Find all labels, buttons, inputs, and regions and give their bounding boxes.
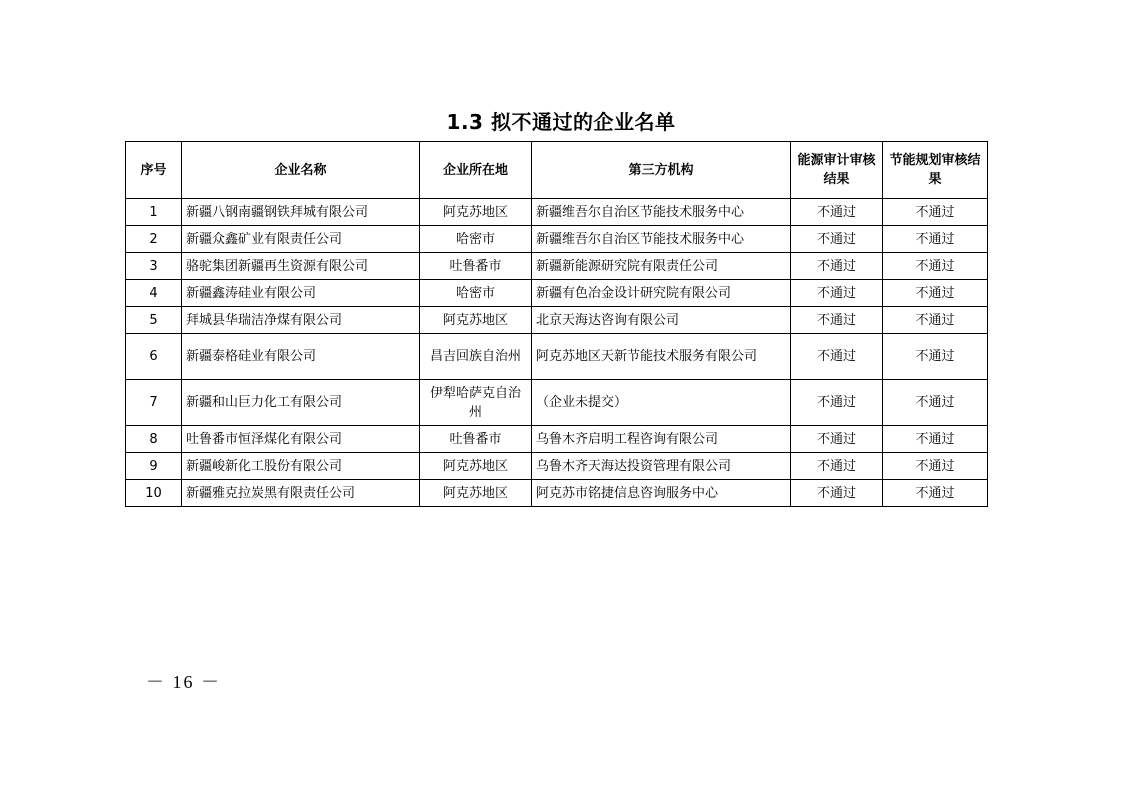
cell-serial-number: 3 xyxy=(126,253,182,280)
cell-audit-result: 不通过 xyxy=(791,380,883,426)
cell-enterprise-location: 阿克苏地区 xyxy=(420,199,532,226)
cell-plan-result: 不通过 xyxy=(883,334,988,380)
cell-plan-result: 不通过 xyxy=(883,226,988,253)
table-header-row xyxy=(126,142,988,199)
cell-third-party-agency: 新疆维吾尔自治区节能技术服务中心 xyxy=(532,199,791,226)
header-third-party-agency: 第三方机构 xyxy=(532,142,791,199)
cell-audit-result: 不通过 xyxy=(791,199,883,226)
cell-enterprise-name: 新疆八钢南疆钢铁拜城有限公司 xyxy=(182,199,420,226)
cell-enterprise-location: 吐鲁番市 xyxy=(420,426,532,453)
header-enterprise-name: 企业名称 xyxy=(182,142,420,199)
cell-enterprise-name: 骆驼集团新疆再生资源有限公司 xyxy=(182,253,420,280)
cell-audit-result: 不通过 xyxy=(791,280,883,307)
rejected-enterprises-table xyxy=(125,141,988,507)
table-row xyxy=(126,453,988,480)
cell-enterprise-location: 阿克苏地区 xyxy=(420,307,532,334)
cell-third-party-agency: （企业未提交） xyxy=(532,380,791,426)
cell-plan-result: 不通过 xyxy=(883,380,988,426)
cell-enterprise-name: 拜城县华瑞洁净煤有限公司 xyxy=(182,307,420,334)
table-row xyxy=(126,334,988,380)
cell-audit-result: 不通过 xyxy=(791,253,883,280)
cell-plan-result: 不通过 xyxy=(883,480,988,507)
cell-plan-result: 不通过 xyxy=(883,280,988,307)
cell-enterprise-location: 伊犁哈萨克自治州 xyxy=(420,380,532,426)
cell-third-party-agency: 乌鲁木齐启明工程咨询有限公司 xyxy=(532,426,791,453)
table-row xyxy=(126,480,988,507)
table-row xyxy=(126,380,988,426)
cell-third-party-agency: 新疆有色冶金设计研究院有限公司 xyxy=(532,280,791,307)
header-energy-plan-result: 节能规划审核结果 xyxy=(883,142,988,199)
cell-third-party-agency: 北京天海达咨询有限公司 xyxy=(532,307,791,334)
cell-serial-number: 9 xyxy=(126,453,182,480)
cell-serial-number: 6 xyxy=(126,334,182,380)
cell-serial-number: 1 xyxy=(126,199,182,226)
cell-enterprise-location: 哈密市 xyxy=(420,226,532,253)
document-title: 1.3 拟不通过的企业名单 xyxy=(446,110,676,134)
cell-third-party-agency: 阿克苏市铭捷信息咨询服务中心 xyxy=(532,480,791,507)
header-enterprise-location: 企业所在地 xyxy=(420,142,532,199)
cell-audit-result: 不通过 xyxy=(791,480,883,507)
cell-enterprise-location: 阿克苏地区 xyxy=(420,480,532,507)
cell-serial-number: 2 xyxy=(126,226,182,253)
cell-audit-result: 不通过 xyxy=(791,453,883,480)
cell-enterprise-location: 昌吉回族自治州 xyxy=(420,334,532,380)
cell-audit-result: 不通过 xyxy=(791,226,883,253)
table-row xyxy=(126,280,988,307)
cell-audit-result: 不通过 xyxy=(791,426,883,453)
table-row xyxy=(126,426,988,453)
cell-audit-result: 不通过 xyxy=(791,334,883,380)
header-serial-number: 序号 xyxy=(126,142,182,199)
cell-third-party-agency: 新疆维吾尔自治区节能技术服务中心 xyxy=(532,226,791,253)
cell-enterprise-name: 新疆峻新化工股份有限公司 xyxy=(182,453,420,480)
cell-enterprise-name: 新疆和山巨力化工有限公司 xyxy=(182,380,420,426)
cell-third-party-agency: 阿克苏地区天新节能技术服务有限公司 xyxy=(532,334,791,380)
cell-plan-result: 不通过 xyxy=(883,253,988,280)
page-number: － 16 － xyxy=(146,672,221,692)
cell-third-party-agency: 乌鲁木齐天海达投资管理有限公司 xyxy=(532,453,791,480)
cell-enterprise-name: 新疆雅克拉炭黑有限责任公司 xyxy=(182,480,420,507)
header-energy-audit-result: 能源审计审核结果 xyxy=(791,142,883,199)
table-row xyxy=(126,307,988,334)
cell-serial-number: 8 xyxy=(126,426,182,453)
cell-plan-result: 不通过 xyxy=(883,453,988,480)
cell-plan-result: 不通过 xyxy=(883,199,988,226)
cell-enterprise-name: 吐鲁番市恒泽煤化有限公司 xyxy=(182,426,420,453)
cell-plan-result: 不通过 xyxy=(883,426,988,453)
cell-serial-number: 10 xyxy=(126,480,182,507)
cell-enterprise-location: 阿克苏地区 xyxy=(420,453,532,480)
cell-enterprise-location: 吐鲁番市 xyxy=(420,253,532,280)
table-row xyxy=(126,226,988,253)
cell-serial-number: 7 xyxy=(126,380,182,426)
cell-enterprise-name: 新疆众鑫矿业有限责任公司 xyxy=(182,226,420,253)
cell-enterprise-name: 新疆泰格硅业有限公司 xyxy=(182,334,420,380)
cell-enterprise-location: 哈密市 xyxy=(420,280,532,307)
cell-audit-result: 不通过 xyxy=(791,307,883,334)
cell-plan-result: 不通过 xyxy=(883,307,988,334)
table-row xyxy=(126,199,988,226)
cell-serial-number: 4 xyxy=(126,280,182,307)
table-row xyxy=(126,253,988,280)
cell-enterprise-name: 新疆鑫涛硅业有限公司 xyxy=(182,280,420,307)
cell-third-party-agency: 新疆新能源研究院有限责任公司 xyxy=(532,253,791,280)
cell-serial-number: 5 xyxy=(126,307,182,334)
